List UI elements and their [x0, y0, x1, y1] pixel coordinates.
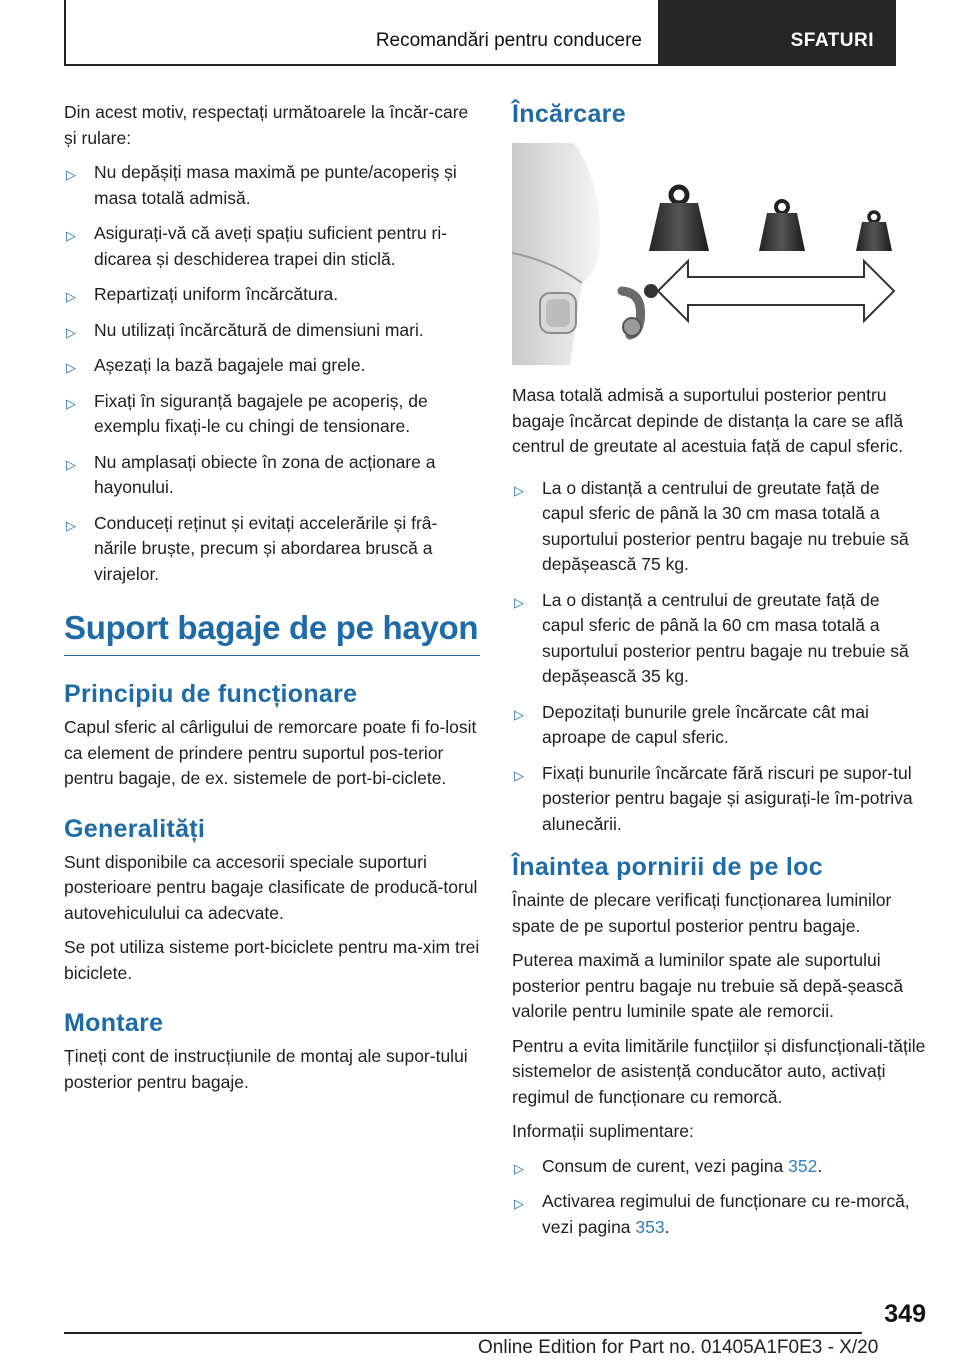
- principiu-paragraph: Capul sferic al cârligului de remorcare poate fi fo-losit ca element de prindere pentru suportul pos-terior pentru bagaje, de ex. sistemele de port-bi-ciclete.: [64, 717, 477, 788]
- list-item: ▷ Asigurați-vă că aveți spațiu suficient pentru ri-dicarea și deschiderea trapei din sticlă.: [66, 223, 448, 269]
- inaintea-paragraph-4: Informații suplimentare:: [512, 1121, 694, 1141]
- distance-arrow-icon: [658, 261, 894, 321]
- list-item: ▷ Consum de curent, vezi pagina 352.: [512, 1154, 926, 1180]
- main-section-heading: Suport bagaje de pe hayon: [64, 609, 480, 656]
- list-item: ▷ Repartizați uniform încărcătura.: [64, 282, 480, 308]
- footer-rule: [64, 1332, 862, 1334]
- page-number: 349: [884, 1300, 926, 1328]
- page-header: [64, 0, 896, 66]
- header-section-title: Recomandări pentru conducere: [375, 30, 642, 51]
- inaintea-paragraph-2: Puterea maximă a luminilor spate ale suportului posterior pentru bagaje nu trebuie să depă-șească valorile pentru luminile spate ale remorcii.: [512, 950, 904, 1021]
- tow-ball-hitch: [622, 284, 658, 336]
- car-rear-bumper: [512, 143, 600, 365]
- incarcare-heading: Încărcare: [512, 100, 626, 128]
- header-chapter-label: SFATURI: [790, 30, 874, 51]
- list-item: ▷ La o distanță a centrului de greutate față de capul sferic de până la 30 cm masa totală a suportului posterior pentru bagaje nu trebuie să depășească 75 kg.: [514, 477, 909, 574]
- bullet-triangle-icon: ▷: [66, 289, 76, 304]
- generalitati-paragraph-1: Sunt disponibile ca accesorii speciale suporturi posterioare pentru bagaje clasificate de producă-torul autovehiculului ca adecvate.: [64, 851, 478, 923]
- weight-icon-large: [649, 187, 709, 251]
- header-section-box: [64, 0, 660, 66]
- left-column: [64, 100, 480, 1104]
- list-item: ▷ Nu amplasați obiecte în zona de acționare a hayonului.: [66, 451, 436, 497]
- montare-paragraph: Țineți cont de instrucțiunile de montaj ale supor-tului posterior pentru bagaje.: [64, 1046, 468, 1092]
- inaintea-paragraph-3: Pentru a evita limitările funcțiilor și disfuncționali-tățile sistemelor de asistență conducător auto, activați regimul de funcționare cu remorcă.: [512, 1035, 926, 1107]
- inaintea-heading: Înaintea pornirii de pe loc: [512, 853, 823, 881]
- bullet-triangle-icon: ▷: [514, 482, 524, 498]
- list-item: ▷ Activarea regimului de funcționare cu re-morcă, vezi pagina 353.: [514, 1191, 910, 1237]
- bullet-triangle-icon: ▷: [66, 360, 76, 375]
- bullet-triangle-icon: ▷: [514, 594, 524, 610]
- list-item: ▷ Depozitați bunurile grele încărcate cât mai aproape de capul sferic.: [514, 701, 869, 747]
- bullet-triangle-icon: ▷: [514, 767, 524, 783]
- bullet-triangle-icon: ▷: [66, 517, 76, 533]
- weight-icon-medium: [759, 201, 805, 251]
- inaintea-paragraph-1: Înainte de plecare verificați funcționarea luminilor spate de pe suportul posterior pentru bagaje.: [512, 890, 892, 936]
- bullet-triangle-icon: ▷: [66, 395, 76, 411]
- bullet-triangle-icon: ▷: [66, 456, 76, 472]
- list-item: ▷ Fixați bunurile încărcate fără riscuri pe supor-tul posterior pentru bagaje și asigurați-le îm-potriva alunecării.: [514, 762, 913, 834]
- list-item: ▷ Nu utilizați încărcătură de dimensiuni mari.: [64, 318, 480, 344]
- more-info-list: [512, 1154, 926, 1241]
- bullet-triangle-icon: ▷: [66, 324, 76, 340]
- list-item: ▷ Nu depășiți masa maximă pe punte/acoperiș și masa totală admisă.: [66, 162, 457, 208]
- footer-edition: Online Edition for Part no. 01405A1F0E3 - X/20: [478, 1337, 879, 1358]
- bullet-triangle-icon: ▷: [514, 1196, 524, 1211]
- bullet-triangle-icon: ▷: [514, 706, 524, 722]
- generalitati-paragraph-2: Se pot utiliza sisteme port-biciclete pentru ma-xim trei biciclete.: [64, 937, 480, 983]
- right-column: [512, 100, 926, 1250]
- list-item: ▷ Fixați în siguranță bagajele pe acoperiș, de exemplu fixați-le cu chingi de tensionare.: [66, 390, 428, 436]
- loading-tips-list: [64, 160, 480, 587]
- bullet-triangle-icon: ▷: [66, 167, 76, 182]
- page-link-352[interactable]: 352: [788, 1155, 818, 1176]
- weight-icon-small: [856, 212, 892, 251]
- tow-hitch-diagram: [512, 143, 922, 365]
- intro-paragraph: Din acest motiv, respectați următoarele la încăr-care și rulare:: [64, 102, 469, 148]
- load-limits-list: [512, 476, 926, 838]
- tow-hitch-load-illustration: [512, 143, 922, 365]
- principiu-heading: Principiu de funcționare: [64, 680, 358, 708]
- generalitati-heading: Generalități: [64, 814, 206, 843]
- header-chapter-tab[interactable]: [660, 0, 896, 66]
- list-item: ▷ Conduceți reținut și evitați accelerările și frâ-nările bruște, precum și abordarea bruscă a virajelor.: [66, 512, 438, 584]
- bullet-triangle-icon: ▷: [514, 1160, 524, 1176]
- bullet-triangle-icon: ▷: [66, 228, 76, 243]
- incarcare-paragraph: Masa totală admisă a suportului posterior pentru bagaje încărcat depinde de distanța la care se află centrul de greutate al acestuia față de capul sferic.: [512, 385, 904, 456]
- list-item: ▷ Așezați la bază bagajele mai grele.: [64, 353, 480, 379]
- page-link-353[interactable]: 353: [635, 1216, 665, 1237]
- list-item: ▷ La o distanță a centrului de greutate față de capul sferic de până la 60 cm masa totală a suportului posterior pentru bagaje nu trebuie să depășească 35 kg.: [514, 589, 909, 686]
- montare-heading: Montare: [64, 1009, 164, 1037]
